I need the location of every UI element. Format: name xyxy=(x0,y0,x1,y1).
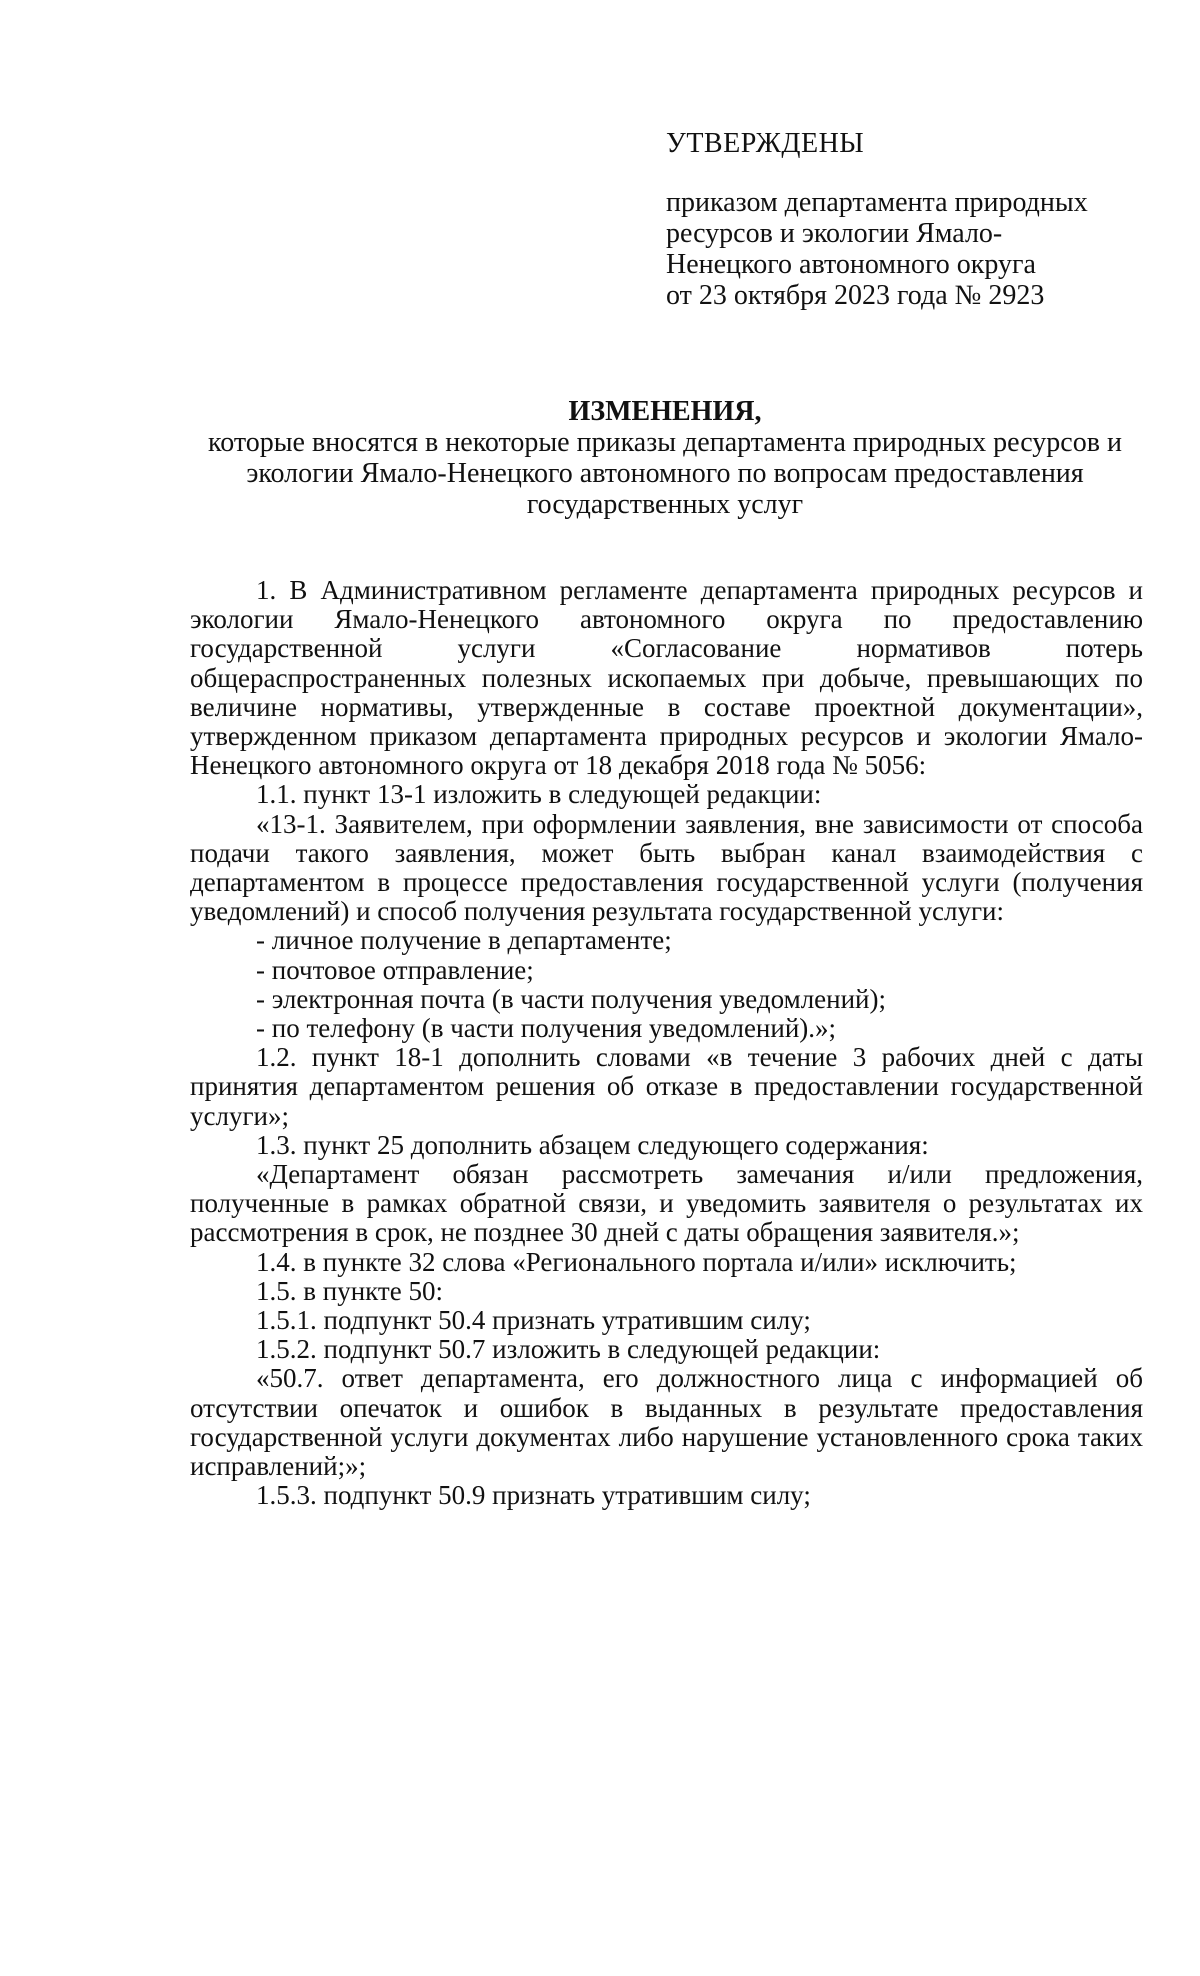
paragraph-13-1-text: «13-1. Заявителем, при оформлении заявления, вне зависимости от способа подачи такого заявления, может быть выбран канал взаимодействия с департаментом в процессе предоставления государственной услуги (получения уведомлений) и способ получения результата государственной услуги: xyxy=(190,808,1143,927)
document-body xyxy=(190,576,1143,1511)
list-item: - личное получение в департаменте; xyxy=(256,925,672,956)
approval-block xyxy=(666,128,1136,311)
approval-line: ресурсов и экологии Ямало- xyxy=(666,218,1003,249)
paragraph-1: 1. В Административном регламенте департамента природных ресурсов и экологии Ямало-Ненецкого автономного округа по предоставлению государственной услуги «Согласование нормативов потерь общераспространенных полезных ископаемых при добыче, превышающих по величине нормативы, утвержденные в составе проектной документации», утвержденном приказом департамента природных ресурсов и экологии Ямало-Ненецкого автономного округа от 18 декабря 2018 года № 5056: xyxy=(190,575,1143,781)
document-title: ИЗМЕНЕНИЯ, xyxy=(568,396,762,427)
paragraph-1-5: 1.5. в пункте 50: xyxy=(256,1275,443,1306)
paragraph-25-text: «Департамент обязан рассмотреть замечания и/или предложения, полученные в рамках обратной связи, и уведомить заявителя о результатах их рассмотрения в срок, не позднее 30 дней с даты обращения заявителя.»; xyxy=(190,1159,1143,1248)
list-item: - электронная почта (в части получения уведомлений); xyxy=(256,983,886,1014)
document-subtitle-line: которые вносятся в некоторые приказы департамента природных ресурсов и xyxy=(208,427,1122,458)
paragraph-1-2: 1.2. пункт 18-1 дополнить словами «в течение 3 рабочих дней с даты принятия департаментом решения об отказе в предоставлении государственной услуги»; xyxy=(190,1042,1143,1131)
approval-line: от 23 октября 2023 года № 2923 xyxy=(666,280,1045,311)
paragraph-1-5-1: 1.5.1. подпункт 50.4 признать утратившим силу; xyxy=(256,1305,811,1336)
approval-line: Ненецкого автономного округа xyxy=(666,249,1036,280)
paragraph-1-4: 1.4. в пункте 32 слова «Регионального портала и/или» исключить; xyxy=(256,1246,1017,1277)
paragraph-1-5-3: 1.5.3. подпункт 50.9 признать утратившим силу; xyxy=(256,1480,811,1511)
paragraph-1-3: 1.3. пункт 25 дополнить абзацем следующего содержания: xyxy=(256,1129,929,1160)
paragraph-1-1: 1.1. пункт 13-1 изложить в следующей редакции: xyxy=(256,779,822,810)
approval-line: приказом департамента природных xyxy=(666,187,1088,218)
document-subtitle-line: государственных услуг xyxy=(526,489,804,520)
list-item: - почтовое отправление; xyxy=(256,954,534,985)
list-item: - по телефону (в части получения уведомлений).»; xyxy=(256,1013,837,1044)
paragraph-50-7-text: «50.7. ответ департамента, его должностного лица с информацией об отсутствии опечаток и ошибок в выданных в результате предоставления государственной услуги документах либо нарушение установленного срока таких исправлений;»; xyxy=(190,1363,1143,1482)
approval-title: УТВЕРЖДЕНЫ xyxy=(666,128,865,159)
document-heading xyxy=(150,396,1180,520)
document-subtitle-line: экологии Ямало-Ненецкого автономного по вопросам предоставления xyxy=(246,458,1084,489)
paragraph-1-5-2: 1.5.2. подпункт 50.7 изложить в следующей редакции: xyxy=(256,1334,881,1365)
